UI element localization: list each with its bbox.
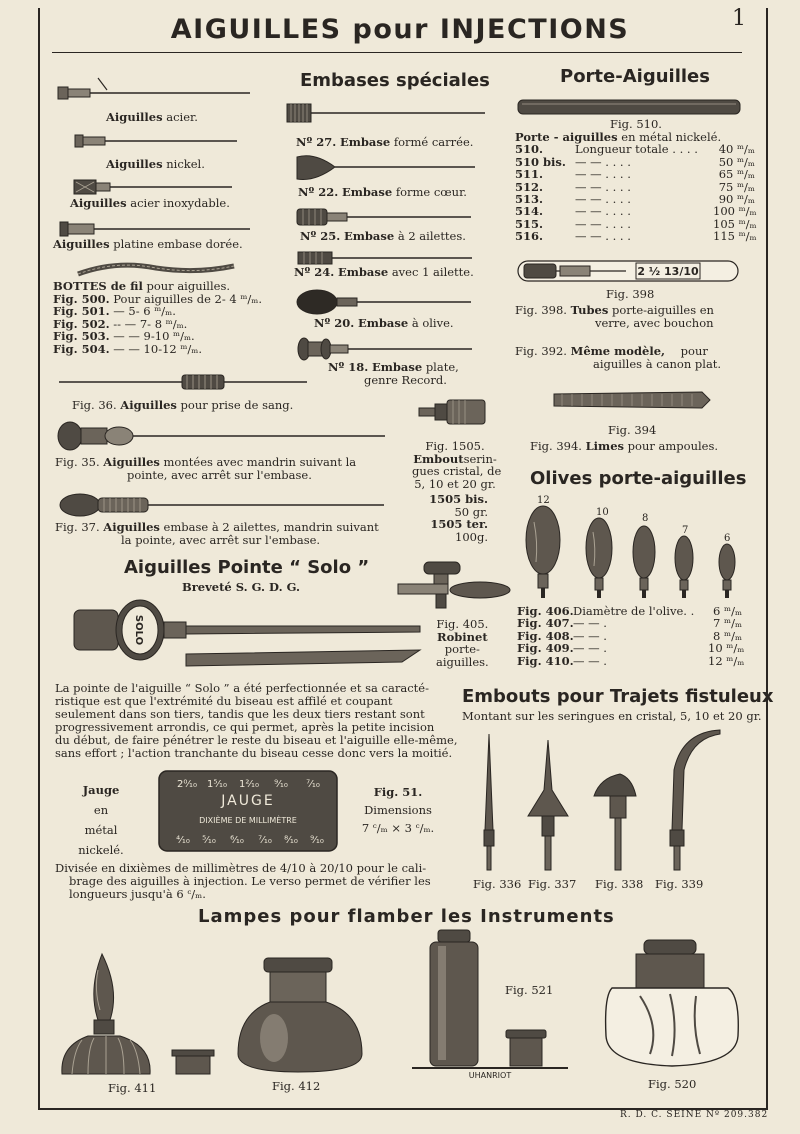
fig394-lime-illustration bbox=[552, 388, 712, 410]
fig394-label: Fig. 394 bbox=[608, 423, 657, 437]
porte-row: 513. — — . . . . 90 ᵐ/ₘ bbox=[515, 192, 755, 207]
page-footer: R. D. C. SEINE Nº 209.382 bbox=[620, 1110, 769, 1120]
olive-row: Fig. 408. — — . 8 ᵐ/ₘ bbox=[517, 628, 742, 643]
olive-6 bbox=[719, 544, 735, 598]
fig337-label: Fig. 337 bbox=[528, 877, 577, 891]
jauge-plate-illustration bbox=[157, 769, 339, 853]
fig36-caption: Fig. 36. Aiguilles pour prise de sang. bbox=[72, 398, 294, 412]
olive-7 bbox=[675, 536, 693, 598]
fig412-lamp-illustration bbox=[234, 954, 368, 1076]
solo-paragraph: La pointe de l'aiguille “ Solo ” a été perfectionnée et sa caracté- ristique est que l'extrémité du biseau est affilé et coupant seulement dans son tiers, tandis que les deux tiers restant sont progressivement arrondis, ce qui permet, après la petite incision du début, de faire pénétrer le reste du biseau et l'aiguille elle-même, sans effort ; l'action tranchante du biseau cesse donc vers la moitié. bbox=[55, 681, 458, 760]
embout-336 bbox=[484, 734, 494, 870]
fig37-illustration bbox=[58, 492, 388, 518]
fig405-caption: Fig. 405. Robinet porte- aiguilles. bbox=[436, 617, 489, 669]
bottes-row: Fig. 500. Pour aiguilles de 2- 4 ᵐ/ₘ. bbox=[53, 291, 262, 306]
olive-size-6: 6 bbox=[724, 533, 731, 544]
bottes-row: Fig. 503. — — 9-10 ᵐ/ₘ. bbox=[53, 329, 195, 343]
fig520-label: Fig. 520 bbox=[648, 1077, 697, 1091]
fig339-label: Fig. 339 bbox=[655, 877, 704, 891]
porte-row: 511. — — . . . . 65 ᵐ/ₘ bbox=[515, 167, 755, 182]
embase-18-illustration bbox=[296, 336, 476, 362]
jauge-bottom-mark: ⁴⁄₁₀ bbox=[176, 835, 190, 846]
fig336-label: Fig. 336 bbox=[473, 877, 522, 891]
fig412-label: Fig. 412 bbox=[272, 1079, 321, 1093]
olive-8 bbox=[633, 526, 655, 598]
embout-338 bbox=[594, 774, 636, 870]
porte-row: 515. — — . . . . 105 ᵐ/ₘ bbox=[515, 216, 757, 231]
embase-24-illustration bbox=[296, 250, 476, 266]
embase-18-caption: Nº 18. Embase plate, genre Record. bbox=[328, 360, 459, 387]
jauge-bottom-mark: ⁷⁄₁₀ bbox=[258, 835, 272, 846]
solo-title: Aiguilles Pointe “ Solo ” bbox=[124, 557, 370, 578]
porte-row: 510 bis. — — . . . . 50 ᵐ/ₘ bbox=[515, 154, 755, 169]
embase-22-caption: Nº 22. Embase forme cœur. bbox=[298, 185, 467, 199]
jauge-top-mark: 1²⁄₁₀ bbox=[238, 779, 260, 790]
jauge-bottom-mark: ⁹⁄₁₀ bbox=[310, 835, 324, 846]
page-number: 1 bbox=[732, 6, 746, 31]
jauge-plate-title: JAUGE bbox=[221, 793, 275, 809]
fig36-illustration bbox=[57, 374, 312, 394]
jauge-plate-sub: DIXIÈME DE MILLIMÈTRE bbox=[199, 816, 297, 825]
embase-20-illustration bbox=[295, 288, 475, 318]
needle-platine-illustration bbox=[58, 219, 253, 239]
bottes-row: Fig. 504. — — 10-12 ᵐ/ₘ. bbox=[53, 341, 203, 356]
fig398-label: Fig. 398 bbox=[606, 287, 655, 301]
fig35-caption: Fig. 35. Aiguilles montées avec mandrin suivant la pointe, avec arrêt sur l'embase. bbox=[55, 455, 357, 482]
olive-size-8: 8 bbox=[642, 513, 649, 524]
embout-339 bbox=[670, 730, 720, 870]
fig37-caption: Fig. 37. Aiguilles embase à 2 ailettes, mandrin suivant la pointe, avec arrêt sur l'embase. bbox=[55, 520, 379, 547]
title-rule bbox=[52, 52, 742, 53]
olives-table bbox=[517, 604, 745, 668]
fig1505-illustration bbox=[417, 396, 489, 428]
fig411-lamp-illustration bbox=[58, 950, 218, 1078]
lamp-maker-mark: UHANRIOT bbox=[468, 1071, 512, 1080]
jauge-top-mark: ⁹⁄₁₀ bbox=[274, 779, 288, 790]
fig398-tube-illustration bbox=[516, 258, 741, 284]
jauge-paragraph: Divisée en dixièmes de millimètres de 4/10 à 20/10 pour le cali- brage des aiguilles à injection. Le verso permet de vérifier les longueurs jusqu'à 6 ᶜ/ₘ. bbox=[55, 861, 431, 901]
needle-acier-caption: Aiguilles acier. bbox=[106, 110, 198, 124]
jauge-bottom-mark: ⁶⁄₁₀ bbox=[230, 835, 244, 846]
jauge-top-mark: ⁷⁄₁₀ bbox=[306, 779, 320, 790]
porte-row: 512. — — . . . . 75 ᵐ/ₘ bbox=[515, 179, 755, 194]
fig521-lamp-illustration bbox=[410, 928, 570, 1080]
porte-row: 516. — — . . . . 115 ᵐ/ₘ bbox=[515, 229, 757, 244]
jauge-bottom-mark: ⁵⁄₁₀ bbox=[202, 835, 216, 846]
olive-size-7: 7 bbox=[682, 525, 689, 536]
olives-illustration bbox=[520, 502, 750, 602]
needle-nickel-illustration bbox=[72, 132, 242, 150]
tube-label: 2 ½ 13/10 bbox=[637, 265, 699, 278]
embase-25-caption: Nº 25. Embase à 2 ailettes. bbox=[300, 229, 466, 243]
solo-brevet: Breveté S. G. D. G. bbox=[182, 580, 301, 594]
embouts-subtitle: Montant sur les seringues en cristal, 5, 10 et 20 gr. bbox=[462, 709, 762, 723]
embout-337 bbox=[528, 740, 568, 870]
olive-row: Fig. 407. — — . 7 ᵐ/ₘ bbox=[517, 616, 742, 631]
needle-nickel-caption: Aiguilles nickel. bbox=[106, 157, 205, 171]
jauge-top-mark: 2⁰⁄₁₀ bbox=[176, 779, 198, 790]
porte-title: Porte-Aiguilles bbox=[560, 66, 710, 87]
jauge-top-mark: 1⁵⁄₁₀ bbox=[206, 779, 228, 790]
fig51-caption: Fig. 51. Dimensions 7 ᶜ/ₘ × 3 ᶜ/ₘ. bbox=[361, 785, 435, 835]
needle-inox-caption: Aiguilles acier inoxydable. bbox=[70, 196, 230, 210]
embase-22-illustration bbox=[295, 154, 480, 184]
embase-27-illustration bbox=[285, 102, 490, 124]
embouts-title: Embouts pour Trajets fistuleux bbox=[462, 686, 774, 707]
embase-25-illustration bbox=[295, 206, 475, 228]
embase-24-caption: Nº 24. Embase avec 1 ailette. bbox=[294, 265, 474, 279]
bottes-row: Fig. 502. -- — 7- 8 ᵐ/ₘ. bbox=[53, 316, 188, 331]
bottes-list: BOTTES de fil pour aiguilles. Fig. 500. Pour aiguilles de 2- 4 ᵐ/ₘ. Fig. 501. — 5- 6 ᵐ/ₘ. Fig. 502. -- — 7- 8 ᵐ/ₘ. Fig. 503. — — 9-10 ᵐ/ₘ. Fig. 504. — — 10-12 ᵐ/ₘ. bbox=[53, 279, 262, 356]
jauge-bottom-mark: ⁸⁄₁₀ bbox=[284, 835, 298, 846]
needle-acier-illustration bbox=[55, 80, 255, 100]
fig520-lamp-illustration bbox=[600, 936, 744, 1074]
lampes-title: Lampes pour flamber les Instruments bbox=[198, 906, 615, 927]
bottes-row: Fig. 501. — 5- 6 ᵐ/ₘ. bbox=[53, 304, 176, 318]
needle-platine-caption: Aiguilles platine embase dorée. bbox=[53, 237, 243, 251]
olives-title: Olives porte-aiguilles bbox=[530, 468, 747, 489]
olive-size-10: 10 bbox=[596, 507, 609, 518]
olive-10 bbox=[586, 518, 612, 598]
fig521-label: Fig. 521 bbox=[505, 983, 554, 997]
embase-20-caption: Nº 20. Embase à olive. bbox=[314, 316, 454, 330]
porte-row: 510. Longueur totale . . . . 40 ᵐ/ₘ bbox=[515, 142, 755, 157]
fig510-label: Fig. 510. bbox=[610, 117, 662, 131]
olive-row: Fig. 410. — — . 12 ᵐ/ₘ bbox=[517, 653, 745, 668]
fig411-label: Fig. 411 bbox=[108, 1081, 157, 1095]
fig1505-caption: Fig. 1505. Emboutserin- gues cristal, de 5, 10 et 20 gr. 1505 bis. 50 gr. 1505 ter. 100g. bbox=[412, 439, 502, 544]
embases-title: Embases spéciales bbox=[300, 70, 490, 91]
olive-row: Fig. 409. — — . 10 ᵐ/ₘ bbox=[517, 641, 745, 656]
olive-row: Fig. 406. Diamètre de l'olive. . 6 ᵐ/ₘ bbox=[517, 604, 742, 618]
bottes-fil-illustration bbox=[76, 262, 236, 278]
solo-needle-illustration bbox=[72, 598, 427, 678]
fig510-illustration bbox=[516, 98, 742, 116]
fig392-caption: Fig. 392. Même modèle, pour aiguilles à canon plat. bbox=[515, 344, 722, 371]
porte-row: 514. — — . . . . 100 ᵐ/ₘ bbox=[515, 204, 757, 219]
fig35-illustration bbox=[55, 418, 390, 454]
needle-inox-illustration bbox=[72, 178, 237, 196]
fig338-label: Fig. 338 bbox=[595, 877, 644, 891]
embouts-illustration bbox=[470, 730, 730, 875]
jauge-label: Jauge en métal nickelé. bbox=[78, 783, 124, 857]
solo-hub-text: SOLO bbox=[133, 614, 144, 646]
porte-table: Porte - aiguilles en métal nickelé. 510. Longueur totale . . . . 40 ᵐ/ₘ 510 bis. — — . . . . 50 ᵐ/ₘ 511. — — . . . . 65 ᵐ/ₘ 512. — — . . . . 75 ᵐ/ₘ 513. — — . . . . 90 ᵐ/ₘ 514. — — . . . . 100 ᵐ/ₘ 515. — — . . . . 105 ᵐ/ₘ 516. — — . . . . 115 ᵐ/ₘ bbox=[515, 130, 757, 244]
fig398-caption: Fig. 398. Tubes porte-aiguilles en verre, avec bouchon bbox=[515, 303, 714, 330]
olive-size-12: 12 bbox=[537, 495, 550, 506]
olive-12 bbox=[526, 506, 560, 598]
fig394-caption: Fig. 394. Limes pour ampoules. bbox=[530, 439, 719, 453]
page-title: AIGUILLES pour INJECTIONS bbox=[170, 14, 630, 45]
embase-27-caption: Nº 27. Embase formé carrée. bbox=[296, 135, 474, 149]
